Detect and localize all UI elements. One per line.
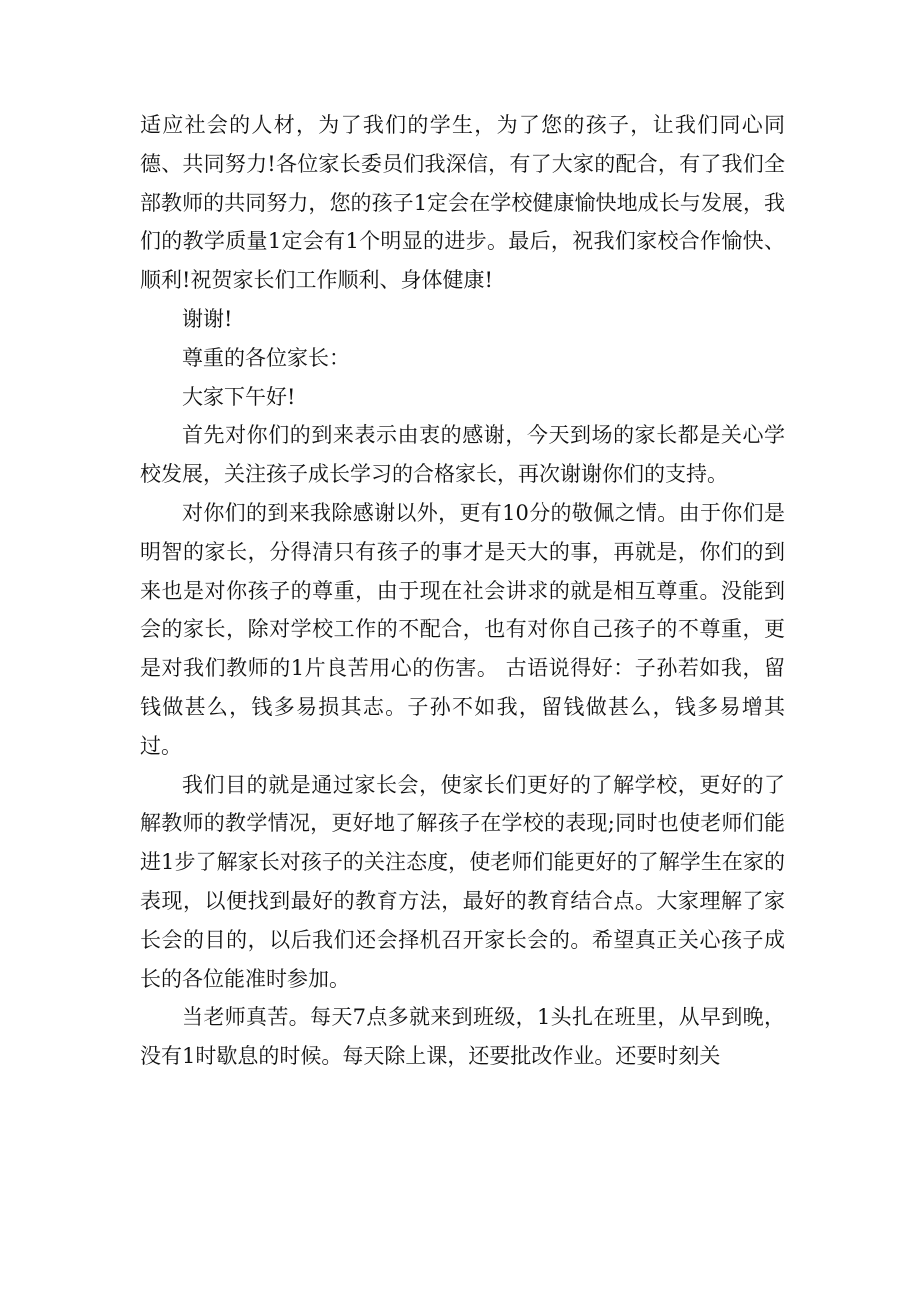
document-body <box>140 106 785 1076</box>
paragraph-closing-remarks: 适应社会的人材，为了我们的学生，为了您的孩子，让我们同心同德、共同努力!各位家长委员们我深信，有了大家的配合，有了我们全部教师的共同努力，您的孩子1定会在学校健康愉快地成长与发展，我们的教学质量1定会有1个明显的进步。最后，祝我们家校合作愉快、顺利!祝贺家长们工作顺利、身体健康! <box>140 113 785 293</box>
paragraph-gratitude: 首先对你们的到来表示由衷的感谢，今天到场的家长都是关心学校发展，关注孩子成长学习的合格家长，再次谢谢你们的支持。 <box>140 423 785 487</box>
paragraph-teacher-work: 当老师真苦。每天7点多就来到班级，1头扎在班里，从早到晚，没有1时歇息的时候。每天除上课，还要批改作业。还要时刻关 <box>140 1005 785 1069</box>
paragraph-salutation: 尊重的各位家长： <box>182 345 350 370</box>
paragraph-thanks: 谢谢! <box>182 306 233 331</box>
paragraph-respect: 对你们的到来我除感谢以外，更有10分的敬佩之情。由于你们是明智的家长，分得清只有孩子的事才是天大的事，再就是，你们的到来也是对你孩子的尊重，由于现在社会讲求的就是相互尊重。没能到会的家长，除对学校工作的不配合，也有对你自己孩子的不尊重，更是对我们教师的1片良苦用心的伤害。 古语说得好：子孙若如我，留钱做甚么，钱多易损其志。子孙不如我，留钱做甚么，钱多易增其过。 <box>140 500 785 758</box>
paragraph-greeting: 大家下午好! <box>182 384 296 409</box>
paragraph-meeting-purpose: 我们目的就是通过家长会，使家长们更好的了解学校，更好的了解教师的教学情况，更好地了解孩子在学校的表现;同时也使老师们能进1步了解家长对孩子的关注态度，使老师们能更好的了解学生在家的表现，以便找到最好的教育方法，最好的教育结合点。大家理解了家长会的目的，以后我们还会择机召开家长会的。希望真正关心孩子成长的各位能准时参加。 <box>140 772 785 991</box>
